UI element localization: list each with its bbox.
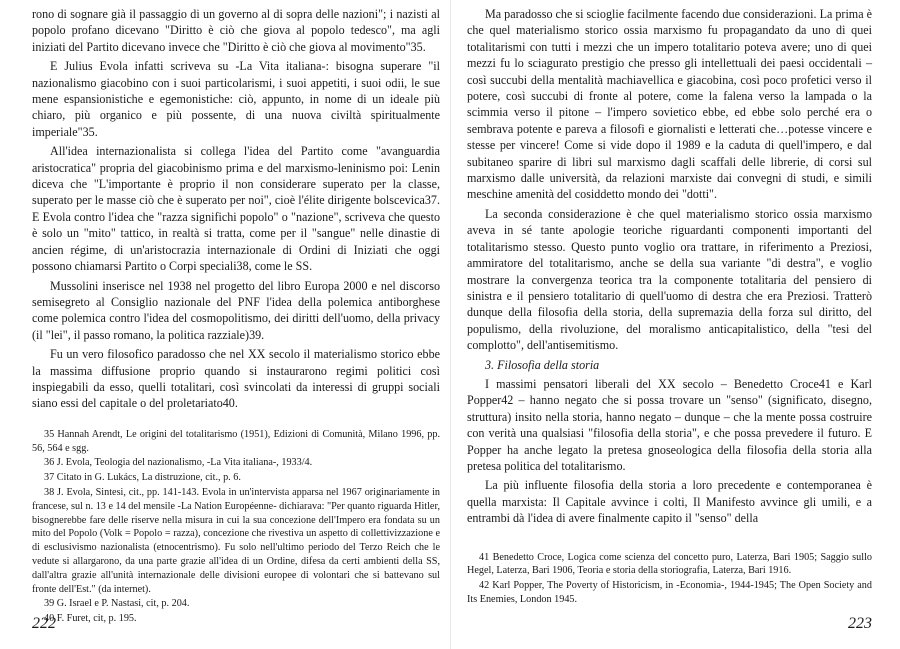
left-footnotes [32,428,440,626]
right-paragraph-1: Ma paradosso che si scioglie facilmente facendo due considerazioni. La prima è che quel materialismo storico ossia marxismo fu propagandato da uno di quei totalitarismi con tutti i mezzi che un impero totalitario poteva avere; uno di quei mezzi fu lo sciagurato prestigio che presso gli intellettuali dei paesi occidentali – così succubi della mentalità machiavellica e giacobina, così poco profetici verso il potere, così succubi di fronte al potere, come la falena verso la lampada o la scimmia verso il pitone – l'impero sovietico ebbe, ed ebbe solo perché era o sembrava potente e pareva a filosofi e giornalisti e letterati che…potesse vincere e stesse per vincere! Come si vide dopo il 1989 e la caduta di quell'impero, e dal subitaneo sparire di libri sul marxismo dagli scaffali delle librerie, di corsi sul marxismo dalle università, da relazioni marxiste dai convegni di studi, e simili meschine amenità del cosiddetto mondo dei "dotti". [467,7,872,202]
footnote-40: 40 F. Furet, cit, p. 195. [44,613,137,625]
page-number-right: 223 [848,615,872,632]
left-paragraph-5: Fu un vero filosofico paradosso che nel XX secolo il materialismo storico ebbe la massima diffusione proprio quando si instaurarono regimi politici così inspiegabili da esso, quelli totalitari, così svincolati da interessi di gruppi sociali siano essi del capitale o del proletariato40. [32,347,440,411]
page-number-left: 222 [32,615,56,632]
right-page [450,0,900,649]
left-paragraph-1: rono di sognare già il passaggio di un governo al di sopra delle nazioni"; i nazisti al popolo profano dicevano "Diritto è ciò che giova al popolo tedesco", ma agli iniziati del Partito dicevano invece che "Diritto è ciò che giova al movimento"35. [32,7,440,54]
right-paragraph-4: La più influente filosofia della storia a loro precedente e contemporanea è quella marxista: Il Capitale avvince i colti, Il Manifesto avvince gli umili, e a entrambi dà l'idea di avere finalmente capito il "senso" della [467,478,872,526]
left-body-text [32,6,440,412]
section-heading: 3. Filosofia della storia [485,357,600,372]
left-paragraph-2: E Julius Evola infatti scriveva su -La Vita italiana-: bisogna superare "il nazionalismo giacobino con i suoi particolarismi, i suoi appetiti, i suoi odii, le sue mene espansionistiche e egemonistiche: ciò, appunto, in nome di un ideale più chiaro, più organico e più possente, di una nuova civiltà spiritualmente imperiale"35. [32,59,440,139]
right-body-text [467,6,872,527]
left-paragraph-3: All'idea internazionalista si collega l'idea del Partito come "avanguardia aristocratica" propria del giacobinismo prima e del marxismo-leninismo poi: Lenin diceva che "L'importante è proprio il non considerare superato per la classe, superato per le masse ciò che è superato per noi", cioè l'élite dirigente bolscevica37. E Evola contro l'idea che "razza significhi popolo" o "nazione", scriveva che questo è solo un "mito" tattico, in realtà si tratta, come per il "sangue" nelle dinastie di ancien régime, di un'aristocrazia internazionale di Ordini di Iniziati che oggi possono chiamarsi Partito o Corpi speciali38, come le SS. [32,144,440,274]
right-paragraph-3: I massimi pensatori liberali del XX secolo – Benedetto Croce41 e Karl Popper42 – hanno negato che si possa trovare un "senso" (significato, disegno, struttura) insito nella storia, hanno negato – dunque – che la mente possa costruire con verità una qualsiasi "filosofia della storia", e che possa prevedere il futuro. E Popper ha anche legato la pretesa gnoseologica della filosofia della storia alla pretesa politica del totalitarismo. [467,376,872,473]
footnote-35: 35 Hannah Arendt, Le origini del totalitarismo (1951), Edizioni di Comunità, Milano 1996, pp. 56, 564 e sgg. [32,428,440,454]
footnote-39: 39 G. Israel e P. Nastasi, cit, p. 204. [44,598,190,610]
right-footnotes [467,551,872,607]
footnote-36: 36 J. Evola, Teologia del nazionalismo, -La Vita italiana-, 1933/4. [44,457,313,469]
footnote-42: 42 Karl Popper, The Poverty of Historicism, in -Economia-, 1944-1945; The Open Society and Its Enemies, London 1945. [467,580,872,605]
footnote-37: 37 Citato in G. Lukács, La distruzione, cit., p. 6. [44,472,241,484]
right-paragraph-2: La seconda considerazione è che quel materialismo storico ossia marxismo aveva in sé tante apologie teoriche riguardanti componenti importanti del totalitarismo stesso. Questo punto voglio ora trattare, in riferimento a Preziosi, ammiratore del totalitarismo, anche se della sua variante "di destra", e voglio mostrare la convergenza teorica tra la componente totalitaria del pensiero di sinistra e il pensiero totalitario di quell'uomo di destra che era Preziosi. Tratterò dunque della filosofia della storia, della supremazia della forza sul diritto, del populismo, della rivoluzione, del moralismo anticapitalistico, della "tesi del complotto", dell'antisemitismo. [467,206,872,353]
left-paragraph-4: Mussolini inserisce nel 1938 nel progetto del libro Europa 2000 e nel discorso semisegreto al Consiglio nazionale del PNF l'idea della polemica antiborghese come polemica contro l'idea del cosmopolitismo, dei diritti dell'uomo, della privacy (il "lei", il passo romano, la politica razziale)39. [32,278,440,342]
footnote-41: 41 Benedetto Croce, Logica come scienza del concetto puro, Laterza, Bari 1905; Saggio sullo Hegel, Laterza, Bari 1906, Teoria e storia della storiografia, Laterza, Bari 1916. [467,551,872,577]
footnote-38: 38 J. Evola, Sintesi, cit., pp. 141-143. Evola in un'intervista apparsa nel 1967 originariamente in francese, sul n. 13 e 14 del mensile -La Nation Européenne- dichiarava: "Per quanto riguarda Hitler, bisognerebbe fare delle riserve nella misura in cui la sua concezione dell'Impero era fondata su un mito del Popolo (Volk = Popolo = razza), concezione che rivestiva un aspetto di collettivizzazione e di esclusivismo nazionalista (etnocentrismo). Fu solo nell'ultimo periodo del Terzo Reich che le vedute si allargarono, da una parte grazie all'idea di un Ordine, difesa da certi ambienti della SS, dall'altra grazie all'unità internazionale delle divisioni europee di volontari che si battevano sul fronte dell'Est." (da internet). [32,486,440,595]
